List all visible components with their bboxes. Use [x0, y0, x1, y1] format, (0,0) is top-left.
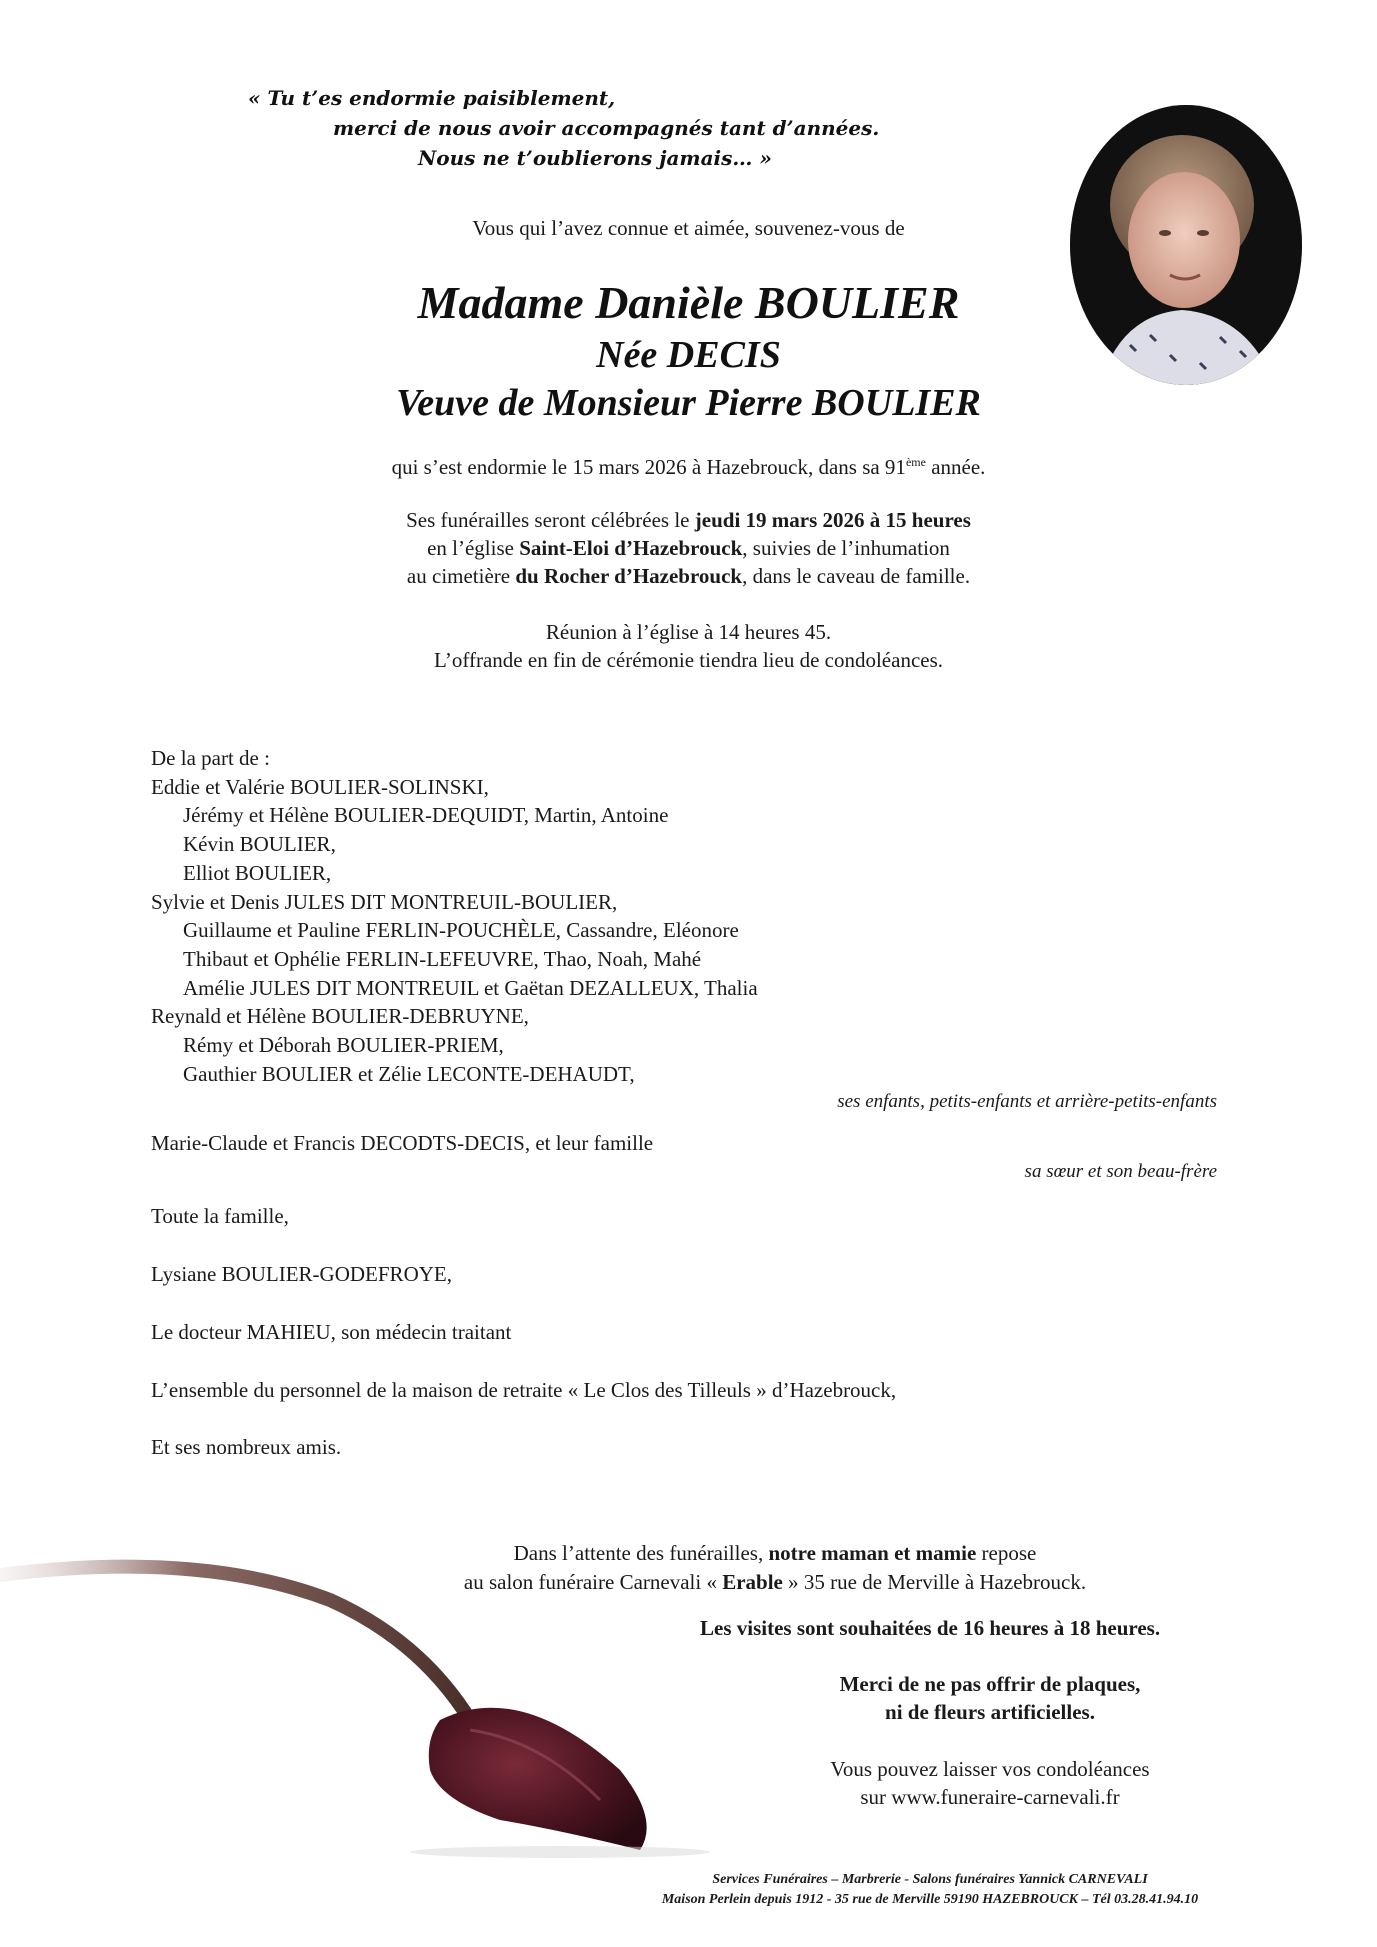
funeral-text: en l’église: [427, 536, 520, 560]
funeral-date: jeudi 19 mars 2026 à 15 heures: [694, 508, 971, 532]
deceased-name: Madame Danièle BOULIER: [417, 277, 960, 328]
condolences-website: sur www.funeraire-carnevali.fr: [860, 1785, 1120, 1809]
funeral-text: au cimetière: [406, 564, 516, 588]
family-line: Sylvie et Denis JULES DIT MONTREUIL-BOULIER,: [151, 889, 618, 914]
family-line: Eddie et Valérie BOULIER-SOLINSKI,: [151, 774, 489, 799]
sister-line: Marie-Claude et Francis DECODTS-DECIS, et leur famille: [151, 1131, 654, 1155]
quote-line-3: Nous ne t’oublierons jamais… »: [418, 146, 772, 170]
footer-line-2: Maison Perlein depuis 1912 - 35 rue de Merville 59190 HAZEBROUCK – Tél 03.28.41.94.10: [661, 1892, 1199, 1907]
funeral-text: Ses funérailles seront célébrées le: [406, 508, 695, 532]
intro-text: Vous qui l’avez connue et aimée, souvenez-vous de: [472, 216, 905, 240]
visits-notice: Les visites sont souhaitées de 16 heures à 18 heures.: [700, 1616, 1161, 1640]
other-mourner: Le docteur MAHIEU, son médecin traitant: [151, 1320, 512, 1344]
condolences-line-1: Vous pouvez laisser vos condoléances: [830, 1757, 1150, 1781]
no-flowers-line-2: ni de fleurs artificielles.: [885, 1700, 1095, 1724]
cemetery-name: du Rocher d’Hazebrouck: [515, 564, 743, 588]
other-mourner: Toute la famille,: [151, 1204, 289, 1228]
family-line: Rémy et Déborah BOULIER-PRIEM,: [183, 1033, 504, 1058]
rest-line-2: [180, 1570, 1370, 1595]
funeral-text: , suivies de l’inhumation: [742, 536, 950, 560]
rest-text: au salon funéraire Carnevali «: [463, 1570, 723, 1594]
family-line: Elliot BOULIER,: [183, 860, 332, 885]
rest-text: repose: [976, 1541, 1037, 1565]
family-line: Guillaume et Pauline FERLIN-POUCHÈLE, Cassandre, Eléonore: [183, 918, 739, 943]
family-line: Amélie JULES DIT MONTREUIL et Gaëtan DEZALLEUX, Thalia: [183, 975, 758, 1000]
rest-text: » 35 rue de Merville à Hazebrouck.: [782, 1570, 1087, 1594]
family-list: [151, 744, 758, 1088]
gathering-line-1: Réunion à l’église à 14 heures 45.: [545, 620, 832, 644]
funeral-line-1: [0, 508, 1377, 533]
family-header: De la part de :: [151, 746, 270, 770]
no-flowers-line-1: Merci de ne pas offrir de plaques,: [839, 1672, 1141, 1696]
quote-line-1: « Tu t’es endormie paisiblement,: [248, 86, 616, 110]
funeral-line-3: [0, 564, 1377, 589]
death-after: année.: [925, 455, 986, 479]
quote-line-2: merci de nous avoir accompagnés tant d’années.: [333, 116, 880, 140]
other-mourner: L’ensemble du personnel de la maison de retraite « Le Clos des Tilleuls » d’Hazebrouck,: [151, 1378, 897, 1402]
ordinal-suffix: ème: [905, 455, 926, 469]
family-line: Thibaut et Ophélie FERLIN-LEFEUVRE, Thao, Noah, Mahé: [183, 946, 702, 971]
church-name: Saint-Eloi d’Hazebrouck: [519, 536, 743, 560]
salon-name: Erable: [722, 1570, 783, 1594]
funeral-line-2: [0, 536, 1377, 561]
family-line: Jérémy et Hélène BOULIER-DEQUIDT, Martin, Antoine: [183, 803, 669, 828]
rest-emphasis: notre maman et mamie: [768, 1541, 977, 1565]
family-line: Reynald et Hélène BOULIER-DEBRUYNE,: [151, 1004, 529, 1029]
death-text: qui s’est endormie le 15 mars 2026 à Hazebrouck, dans sa 91: [391, 455, 906, 479]
other-mourner: Et ses nombreux amis.: [151, 1435, 342, 1459]
death-announcement: [0, 455, 1377, 480]
widow-of: Veuve de Monsieur Pierre BOULIER: [396, 382, 981, 424]
footer-line-1: Services Funéraires – Marbrerie - Salons funéraires Yannick CARNEVALI: [712, 1872, 1148, 1887]
rest-text: Dans l’attente des funérailles,: [513, 1541, 769, 1565]
gathering-line-2: L’offrande en fin de cérémonie tiendra lieu de condoléances.: [433, 648, 944, 672]
relation-children: ses enfants, petits-enfants et arrière-petits-enfants: [837, 1091, 1217, 1112]
family-line: Kévin BOULIER,: [183, 832, 336, 857]
funeral-text: , dans le caveau de famille.: [742, 564, 971, 588]
relation-sister: sa sœur et son beau-frère: [1024, 1161, 1217, 1182]
family-line: Gauthier BOULIER et Zélie LECONTE-DEHAUDT,: [183, 1061, 635, 1086]
birth-name: Née DECIS: [596, 334, 781, 376]
rest-line-1: [180, 1541, 1370, 1566]
other-mourner: Lysiane BOULIER-GODEFROYE,: [151, 1262, 452, 1286]
